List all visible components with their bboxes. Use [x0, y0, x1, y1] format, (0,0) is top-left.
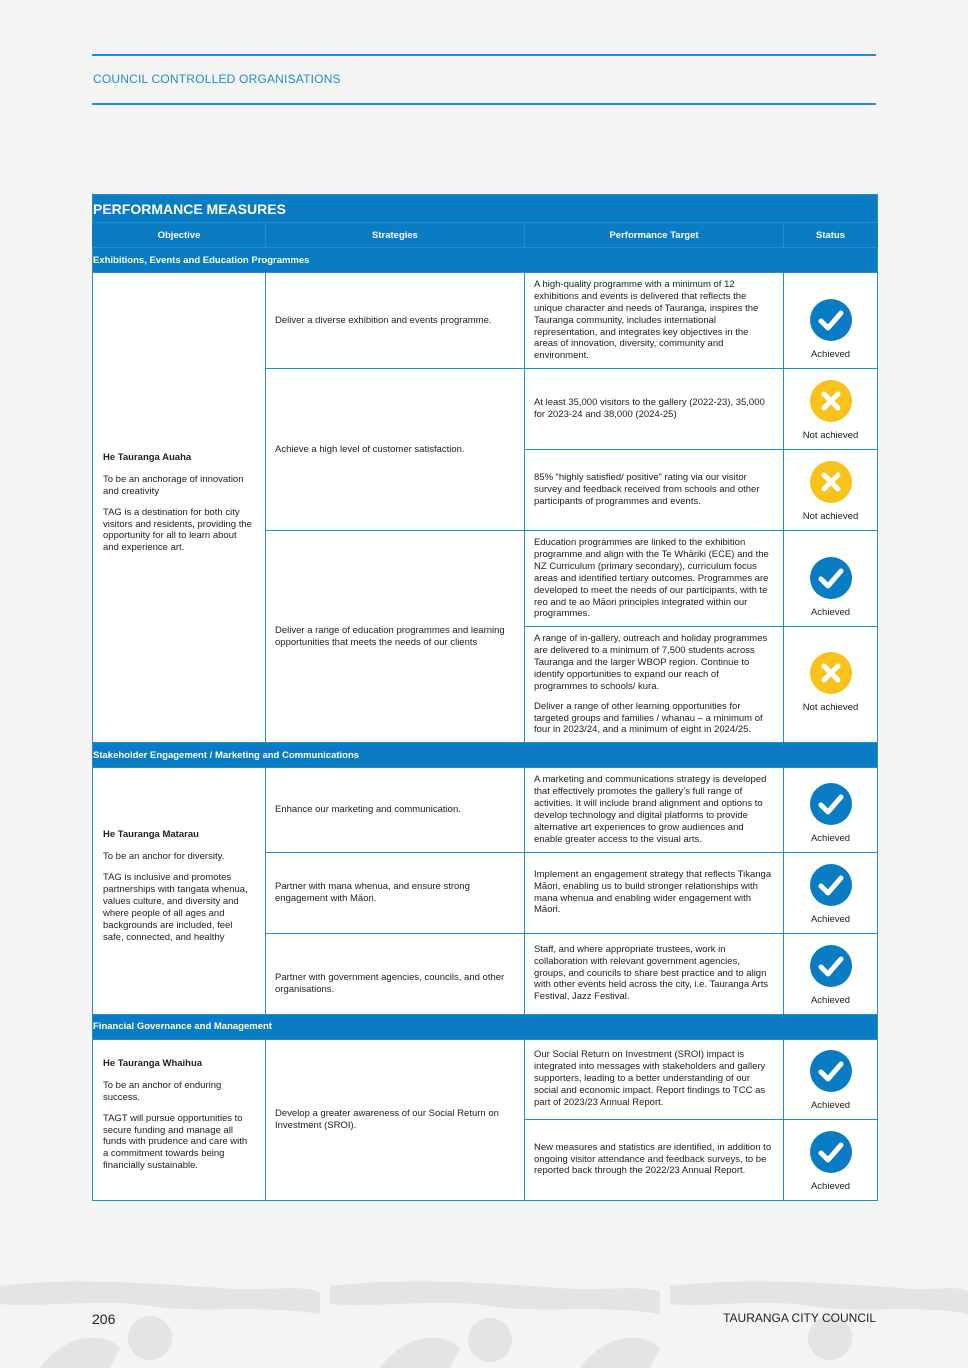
target-cell — [525, 852, 784, 933]
section-header: Financial Governance and Management — [93, 1014, 878, 1039]
header-bottom-rule — [92, 103, 876, 105]
strategy-cell: Partner with mana whenua, and ensure strong engagement with Māori. — [266, 852, 525, 933]
objective-text: To be an anchor of enduring success. — [103, 1079, 222, 1103]
target-text: A range of in-gallery, outreach and holiday programmes are delivered to a minimum of 7,500 students across Tauranga and the larger WBOP region. Continue to identify opportunities to expand our reach of programmes to schools/ kura. — [534, 633, 768, 692]
section-header: Stakeholder Engagement / Marketing and Communications — [93, 743, 878, 768]
column-header-strategies: Strategies — [266, 223, 525, 248]
status-badge: Achieved — [810, 994, 851, 1006]
table-row — [93, 768, 878, 852]
performance-measures-table — [92, 194, 878, 1201]
header-top-rule — [92, 54, 876, 56]
target-text: At least 35,000 visitors to the gallery (2022-23), 35,000 for 2023-24 and 38,000 (2024-25) — [534, 397, 765, 421]
target-text: A marketing and communications strategy is developed that effectively promotes the gallery’s full range of activities. It will include brand alignment and options to develop technology and digital platforms to provide alternative art experiences to grow audiences and enable greater access to the visual arts. — [534, 774, 767, 845]
check-circle-icon — [810, 783, 852, 825]
organisation-name: TAURANGA CITY COUNCIL — [723, 1311, 876, 1325]
objective-text: TAG is a destination for both city visitors and residents, providing the opportunity for all to learn about and experience art. — [103, 506, 252, 554]
status-cell — [784, 1039, 878, 1119]
target-text: New measures and statistics are identified, in addition to ongoing visitor attendance and feedback surveys, to be reported back through the 2022/23 Annual Report. — [534, 1141, 772, 1177]
objective-text: To be an anchor for diversity. — [103, 851, 225, 863]
column-header-target: Performance Target — [525, 223, 784, 248]
target-text: Staff, and where appropriate trustees, work in collaboration with relevant government agencies, groups, and councils to share best practice and to align with other events held across the city, i.e. Tauranga Arts Festival, Jazz Festival. — [534, 943, 769, 1003]
objective-text: TAG is inclusive and promotes partnerships with tangata whenua, values culture, and diversity and where people of all ages and backgrounds are included, feel safe, connected, and healthy — [103, 872, 248, 943]
target-text: Our Social Return on Investment (SROI) impact is integrated into messages with stakeholders and gallery supporters, leading to a better understanding of our social and economic impact. Report findings to TCC as part of 2023/23 Annual Report. — [534, 1049, 766, 1108]
cross-circle-icon — [810, 652, 852, 694]
check-circle-icon — [810, 557, 852, 599]
target-cell — [525, 1039, 784, 1119]
section-label: COUNCIL CONTROLLED ORGANISATIONS — [93, 72, 341, 86]
section-header: Exhibitions, Events and Education Programmes — [93, 248, 878, 273]
status-cell — [784, 768, 878, 852]
target-cell — [525, 768, 784, 852]
status-cell — [784, 933, 878, 1014]
target-cell — [525, 1119, 784, 1200]
column-header-status: Status — [784, 223, 878, 248]
status-cell — [784, 531, 878, 627]
strategy-cell: Develop a greater awareness of our Social Return on Investment (SROI). — [266, 1039, 525, 1200]
status-badge: Achieved — [810, 832, 851, 844]
check-circle-icon — [810, 864, 852, 906]
check-circle-icon — [810, 1050, 852, 1092]
cross-circle-icon — [810, 380, 852, 422]
check-circle-icon — [810, 1131, 852, 1173]
column-header-objective: Objective — [93, 223, 266, 248]
objective-name: He Tauranga Whaihua — [103, 1058, 203, 1069]
status-badge: Achieved — [810, 607, 851, 619]
cross-circle-icon — [810, 461, 852, 503]
table-title: PERFORMANCE MEASURES — [93, 195, 878, 223]
check-circle-icon — [810, 299, 852, 341]
status-badge: Achieved — [810, 913, 851, 925]
status-cell — [784, 627, 878, 743]
objective-cell — [93, 1039, 266, 1200]
status-badge: Achieved — [810, 1180, 851, 1192]
status-cell — [784, 450, 878, 531]
objective-name: He Tauranga Matarau — [103, 829, 199, 841]
target-text: 85% “highly satisfied/ positive” rating via our visitor survey and feedback received from schools and other participants of programmes and events. — [534, 472, 760, 508]
objective-cell — [93, 273, 266, 743]
status-cell — [784, 1119, 878, 1200]
strategy-cell: Achieve a high level of customer satisfaction. — [266, 369, 525, 531]
target-cell — [525, 627, 784, 743]
strategy-cell: Enhance our marketing and communication. — [266, 768, 525, 852]
status-cell — [784, 369, 878, 450]
target-cell — [525, 531, 784, 627]
objective-name: He Tauranga Auaha — [103, 452, 192, 464]
table-row — [93, 273, 878, 369]
target-cell — [525, 450, 784, 531]
status-badge: Not achieved — [802, 702, 859, 714]
objective-text: TAGT will pursue opportunities to secure funding and manage all funds with prudence and care with a commitment towards being financially sustainable. — [103, 1112, 248, 1172]
status-badge: Achieved — [810, 1099, 851, 1111]
objective-text: To be an anchorage of innovation and creativity — [103, 473, 244, 497]
strategy-cell: Partner with government agencies, councils, and other organisations. — [266, 933, 525, 1014]
status-badge: Achieved — [810, 349, 851, 361]
target-cell — [525, 369, 784, 450]
target-text: A high-quality programme with a minimum of 12 exhibitions and events is delivered that reflects the unique character and needs of Tauranga, inspires the Tauranga community, includes international representation, and integrates key objectives in the areas of innovation, diversity, community and environment. — [534, 279, 759, 362]
status-badge: Not achieved — [802, 430, 859, 442]
target-cell — [525, 273, 784, 369]
target-text: Deliver a range of other learning opportunities for targeted groups and families / whanau – a minimum of four in 2023/24, and a minimum of eight in 2024/25. — [534, 700, 763, 736]
target-text: Education programmes are linked to the exhibition programme and align with the Te Whāriki (ECE) and the NZ Curriculum (primary secondary), curriculum focus areas and identified tertiary outcomes. Programmes are developed to meet the needs of our participants, with te reo and te ao Māori principles integrated within our programmes. — [534, 537, 769, 620]
target-text: Implement an engagement strategy that reflects Tikanga Māori, enabling us to build stronger relationships with mana whenua and enabling wider engagement with Māori. — [534, 868, 772, 916]
status-badge: Not achieved — [802, 511, 859, 523]
target-cell — [525, 933, 784, 1014]
strategy-cell: Deliver a diverse exhibition and events programme. — [266, 273, 525, 369]
page-number: 206 — [92, 1311, 116, 1327]
table-row — [93, 1039, 878, 1119]
strategy-cell: Deliver a range of education programmes and learning opportunities that meets the needs of our clients — [266, 531, 525, 743]
check-circle-icon — [810, 945, 852, 987]
status-cell — [784, 273, 878, 369]
objective-cell — [93, 768, 266, 1014]
status-cell — [784, 852, 878, 933]
